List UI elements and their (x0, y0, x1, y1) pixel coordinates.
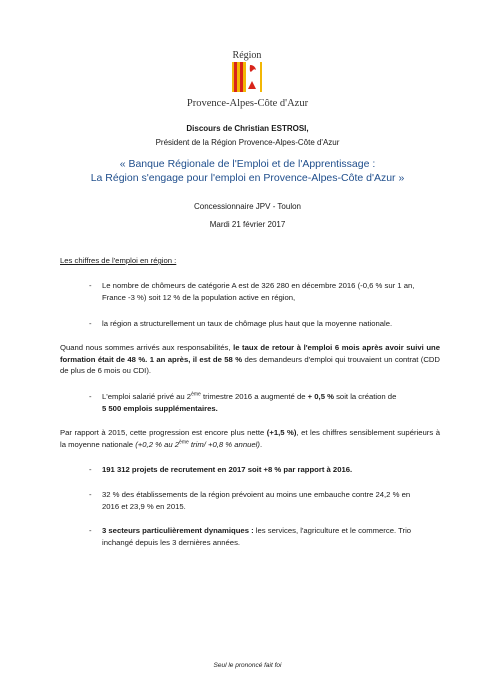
region-logo (207, 50, 287, 92)
speech-role: Président de la Région Provence-Alpes-Côte d'Azur (155, 138, 340, 147)
text-run-bold: 3 secteurs particulièrement dynamiques : (102, 526, 254, 535)
speech-date: Mardi 21 février 2017 (209, 220, 286, 229)
text-run: Par rapport à 2015, cette progression est encore plus nette (60, 428, 267, 437)
text-run-italic: trim/ +0,8 % annuel) (188, 439, 260, 449)
text-run-bold: + 0,5 % (307, 392, 334, 401)
bullet-etablissements-line-1: 32 % des établissements de la région prévoient au moins une embauche contre 24,2 % en (102, 490, 411, 499)
bullet-taux-chomage: la région a structurellement un taux de chômage plus haut que la moyenne nationale. (102, 319, 393, 328)
text-run-bold: 5 500 emplois supplémentaires. (102, 403, 218, 413)
speech-title: Discours de Christian ESTROSI, (186, 124, 309, 133)
section-heading: Les chiffres de l'emploi en région : (60, 256, 177, 265)
text-superscript: ème (191, 391, 201, 398)
bullet-dash: - (89, 526, 92, 535)
text-superscript: ème (179, 439, 189, 446)
text-run: les services, l'agriculture et le commerce. Trio inchangé depuis les 3 dernières années. (102, 526, 412, 547)
text-run-bold: le taux de retour à l'emploi 6 mois après avoir suivi une formation était de 48 %. 1 an après, il est de 58 % (60, 343, 440, 364)
text-run: des demandeurs d'emploi qui trouvaient un contrat (CDD de plus de 6 mois ou CDI). (60, 354, 440, 376)
bullet-chomeurs (102, 280, 432, 303)
region-shield-icon (229, 62, 265, 92)
text-run: L'emploi salarié privé au 2 (102, 392, 192, 401)
text-run-bold: (+1,5 %) (266, 428, 297, 437)
bullet-etablissements (102, 489, 432, 512)
footer-note: Seul le prononcé fait foi (213, 662, 282, 669)
bullet-dash: - (89, 319, 92, 328)
logo-region-label: Région (232, 50, 262, 61)
headline-line-1: « Banque Régionale de l'Emploi et de l'Apprentissage : (119, 158, 376, 170)
bullet-projets-recrutement: 191 312 projets de recrutement en 2017 soit +8 % par rapport à 2016. (102, 465, 353, 474)
paragraph-retour-emploi (60, 342, 440, 377)
text-run: trimestre 2016 a augmenté de (200, 392, 308, 401)
bullet-dash: - (89, 465, 92, 474)
text-run: soit la création de (333, 392, 397, 401)
bullet-emploi-salarie (102, 391, 432, 414)
text-run-italic: (+0,2 % au 2 (135, 439, 180, 449)
bullet-dash: - (89, 281, 92, 290)
venue: Concessionnaire JPV - Toulon (193, 202, 302, 211)
text-run: Quand nous sommes arrivés aux responsabilités, (60, 343, 234, 352)
bullet-secteurs (102, 525, 432, 548)
logo-region-name: Provence-Alpes-Côte d'Azur (186, 98, 309, 109)
bullet-dash: - (89, 392, 92, 401)
bullet-dash: - (89, 490, 92, 499)
text-run: . (259, 439, 263, 449)
text-run: , et les chiffres sensiblement supérieurs à la moyenne nationale (60, 428, 440, 449)
paragraph-progression (60, 427, 440, 450)
bullet-chomeurs-line-2: France -3 %) soit 12 % de la population active en région, (102, 292, 296, 302)
bullet-chomeurs-line-1: Le nombre de chômeurs de catégorie A est de 326 280 en décembre 2016 (-0,6 % sur 1 an, (102, 281, 415, 290)
headline-line-2: La Région s'engage pour l'emploi en Provence-Alpes-Côte d'Azur » (90, 172, 405, 184)
bullet-etablissements-line-2: 2016 et 23,9 % en 2015. (102, 501, 186, 511)
